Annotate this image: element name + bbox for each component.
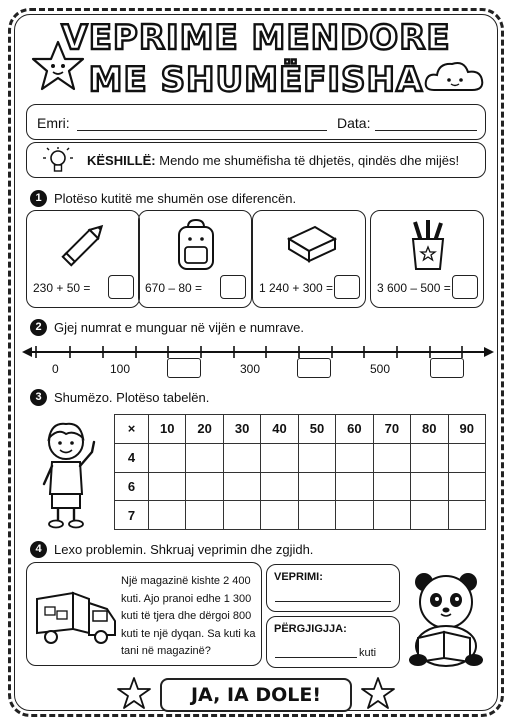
operation-box <box>266 564 400 612</box>
section-2-instruction: Gjej numrat e munguar në vijën e numrave. <box>54 320 305 335</box>
table-column-header: 20 <box>186 415 223 444</box>
boy-illustration <box>36 416 106 530</box>
answer-box-2[interactable] <box>220 275 246 299</box>
table-cell[interactable] <box>373 472 410 501</box>
date-field[interactable] <box>375 130 477 131</box>
table-row-header: 6 <box>115 472 149 501</box>
expression-3: 1 240 + 300 = <box>259 281 334 295</box>
table-cell[interactable] <box>186 443 223 472</box>
table-column-header: 90 <box>448 415 486 444</box>
table-cell[interactable] <box>448 501 486 530</box>
pencil-icon <box>57 217 111 271</box>
table-cell[interactable] <box>448 472 486 501</box>
number-line-answer-2[interactable] <box>297 358 331 378</box>
answer-field[interactable] <box>275 657 357 658</box>
table-cell[interactable] <box>373 443 410 472</box>
operation-field[interactable] <box>275 601 391 602</box>
table-column-header: 40 <box>261 415 298 444</box>
table-header-row <box>115 415 486 444</box>
table-cell[interactable] <box>149 443 186 472</box>
page-title-line2: ME SHUMËFISHA <box>88 60 424 100</box>
table-cell[interactable] <box>336 443 373 472</box>
date-label: Data: <box>337 115 371 131</box>
table-cell[interactable] <box>261 443 298 472</box>
name-date-row <box>26 104 486 140</box>
table-column-header: 10 <box>149 415 186 444</box>
table-cell[interactable] <box>298 501 335 530</box>
table-cell[interactable] <box>411 501 448 530</box>
table-row-header: 4 <box>115 443 149 472</box>
table-row <box>115 443 486 472</box>
page-title-line1: VEPRIME MENDORE <box>61 18 451 58</box>
tip-label: KËSHILLË: <box>87 153 156 168</box>
table-cell[interactable] <box>373 501 410 530</box>
pencil-cup-icon <box>401 217 455 273</box>
table-cell[interactable] <box>223 472 260 501</box>
section-3-number: 3 <box>30 389 47 406</box>
table-cell[interactable] <box>336 472 373 501</box>
answer-box-3[interactable] <box>334 275 360 299</box>
section-1-instruction: Plotëso kutitë me shumën ose diferencën. <box>54 191 297 206</box>
section-3-instruction: Shumëzo. Plotëso tabelën. <box>54 390 210 405</box>
number-line <box>20 340 496 364</box>
table-column-header: 60 <box>336 415 373 444</box>
expression-2: 670 – 80 = <box>145 281 203 295</box>
table-cell[interactable] <box>298 472 335 501</box>
number-line-label-100: 100 <box>110 362 131 376</box>
congratulations-banner: JA, IA DOLE! <box>160 678 352 712</box>
answer-unit: kuti <box>359 647 377 659</box>
exercise-card-2 <box>138 210 252 308</box>
tip-box <box>26 142 486 178</box>
table-cell[interactable] <box>223 443 260 472</box>
lightbulb-icon <box>41 146 75 176</box>
table-cell[interactable] <box>261 472 298 501</box>
exercise-card-1 <box>26 210 140 308</box>
star-icon <box>116 676 152 710</box>
table-cell[interactable] <box>411 472 448 501</box>
answer-box-4[interactable] <box>452 275 478 299</box>
table-cell[interactable] <box>336 501 373 530</box>
table-cell[interactable] <box>298 443 335 472</box>
answer-label: PËRGJIGJJA: <box>274 623 347 635</box>
table-column-header: 80 <box>411 415 448 444</box>
number-line-label-500: 500 <box>370 362 391 376</box>
table-column-header: 30 <box>223 415 260 444</box>
table-row <box>115 472 486 501</box>
book-icon <box>283 217 339 271</box>
table-cell[interactable] <box>149 472 186 501</box>
backpack-icon <box>169 217 223 273</box>
expression-4: 3 600 – 500 = <box>377 281 451 295</box>
operation-label: VEPRIMI: <box>274 571 323 583</box>
tip-text <box>87 153 459 168</box>
exercise-card-4 <box>370 210 484 308</box>
section-4-number: 4 <box>30 541 47 558</box>
table-cell[interactable] <box>411 443 448 472</box>
table-row-header: 7 <box>115 501 149 530</box>
delivery-truck-icon <box>33 585 119 647</box>
section-2-number: 2 <box>30 319 47 336</box>
table-row <box>115 501 486 530</box>
word-problem-text: Një magazinë kishte 2 400 kuti. Ajo pranoi edhe 1 300 kuti të tjera dhe dërgoi 800 kuti te një dyqan. Sa kuti ka tani në magazinë? <box>121 575 256 657</box>
table-cell[interactable] <box>149 501 186 530</box>
answer-box <box>266 616 400 668</box>
word-problem-box <box>26 562 262 666</box>
number-line-answer-3[interactable] <box>430 358 464 378</box>
table-column-header: 70 <box>373 415 410 444</box>
table-column-header: 50 <box>298 415 335 444</box>
table-cell[interactable] <box>223 501 260 530</box>
number-line-answer-1[interactable] <box>167 358 201 378</box>
table-cell[interactable] <box>261 501 298 530</box>
table-cell[interactable] <box>186 501 223 530</box>
section-1-number: 1 <box>30 190 47 207</box>
number-line-label-300: 300 <box>240 362 261 376</box>
section-4-instruction: Lexo problemin. Shkruaj veprimin dhe zgjidh. <box>54 542 314 557</box>
exercise-card-3 <box>252 210 366 308</box>
answer-box-1[interactable] <box>108 275 134 299</box>
table-corner-cell: × <box>115 415 149 444</box>
table-cell[interactable] <box>186 472 223 501</box>
table-cell[interactable] <box>448 443 486 472</box>
number-line-label-0: 0 <box>52 362 59 376</box>
panda-illustration <box>404 568 488 668</box>
star-icon <box>360 676 396 710</box>
expression-1: 230 + 50 = <box>33 281 91 295</box>
tip-content: Mendo me shumëfisha të dhjetës, qindës dhe mijës! <box>159 153 460 168</box>
multiplication-table <box>114 414 486 530</box>
name-label: Emri: <box>37 115 70 131</box>
name-field[interactable] <box>77 130 327 131</box>
